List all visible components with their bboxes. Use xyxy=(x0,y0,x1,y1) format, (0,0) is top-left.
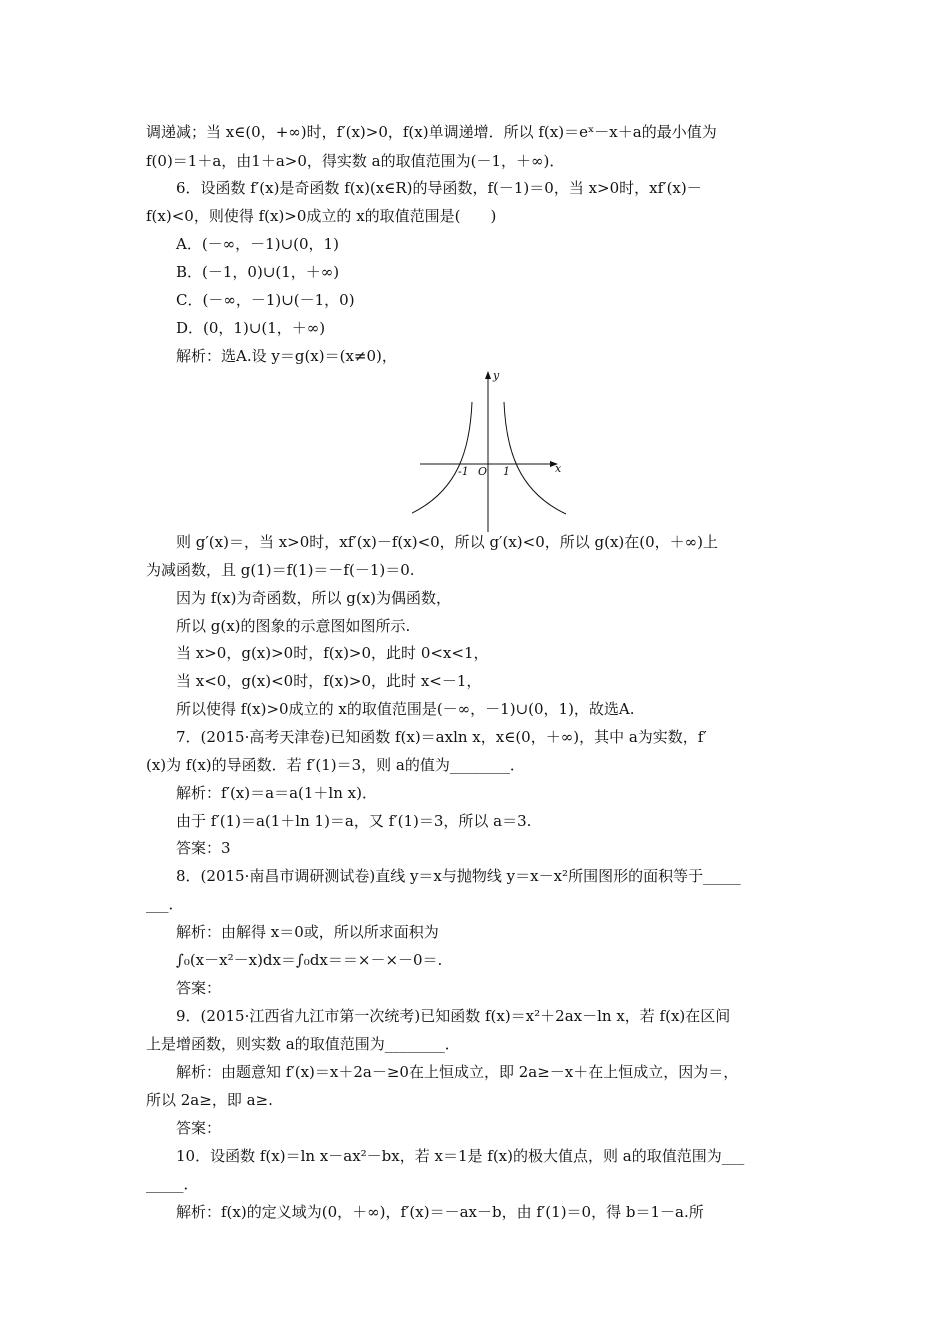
text-line: 解析：由解得 x＝0或，所以所求面积为 xyxy=(176,923,439,941)
text-line: 为减函数，且 g(1)＝f(1)＝－f(－1)＝0. xyxy=(146,561,415,579)
text-line: 解析：选A.设 y＝g(x)＝(x≠0)， xyxy=(176,347,397,365)
text-line: 当 x<0，g(x)<0时，f(x)>0，此时 x<－1， xyxy=(176,672,482,690)
text-line: 10．设函数 f(x)＝ln x－ax²－bx，若 x＝1是 f(x)的极大值点，则 a的取值范围为___ xyxy=(176,1147,745,1165)
text-line: 由于 f′(1)＝a(1＋ln 1)＝a，又 f′(1)＝3，所以 a＝3. xyxy=(176,812,532,830)
text-line: 调递减；当 x∈(0，+∞)时，f′(x)>0，f(x)单调递增．所以 f(x)＝eˣ－x＋a的最小值为 xyxy=(146,123,717,141)
text-line: ∫₀(x－x²－x)dx＝∫₀dx＝＝×－×－0＝. xyxy=(176,951,443,969)
text-line: _____． xyxy=(146,1175,199,1193)
text-line: f(x)<0，则使得 f(x)>0成立的 x的取值范围是( ) xyxy=(146,207,497,225)
text-line: B．(－1，0)∪(1，＋∞) xyxy=(176,263,340,281)
text-line: 所以 g(x)的图象的示意图如图所示. xyxy=(176,617,411,635)
text-line: A．(－∞，－1)∪(0，1) xyxy=(176,235,339,253)
tick-label-neg-one: -1 xyxy=(458,465,469,478)
text-line: C．(－∞，－1)∪(－1，0) xyxy=(176,291,355,309)
text-line: 6．设函数 f′(x)是奇函数 f(x)(x∈R)的导函数，f(－1)＝0，当 x>0时，xf′(x)－ xyxy=(176,179,702,197)
curve-right xyxy=(504,402,566,514)
origin-label: O xyxy=(478,465,488,478)
text-line: 则 g′(x)＝，当 x>0时，xf′(x)－f(x)<0，所以 g′(x)<0，所以 g(x)在(0，＋∞)上 xyxy=(176,533,719,551)
text-line: ___． xyxy=(146,895,184,913)
curve-left xyxy=(412,402,472,514)
text-line: 解析：f(x)的定义域为(0，＋∞)，f′(x)＝－ax－b，由 f′(1)＝0，得 b＝1－a.所 xyxy=(176,1203,704,1221)
text-line: 9．(2015·江西省九江市第一次统考)已知函数 f(x)＝x²＋2ax－ln x，若 f(x)在区间 xyxy=(176,1007,731,1025)
text-line: D．(0，1)∪(1，＋∞) xyxy=(176,319,326,337)
text-line: 当 x>0，g(x)>0时，f(x)>0，此时 0<x<1， xyxy=(176,644,489,662)
tick-label-one: 1 xyxy=(503,465,510,478)
text-line: 所以 2a≥，即 a≥. xyxy=(146,1091,273,1109)
graph-figure xyxy=(412,366,572,536)
text-line: 答案： xyxy=(176,979,222,997)
text-line: 解析：f′(x)＝a＝a(1＋ln x)． xyxy=(176,784,377,802)
text-line: 答案：3 xyxy=(176,839,231,857)
text-line: (x)为 f(x)的导函数．若 f′(1)＝3，则 a的值为________． xyxy=(146,756,525,774)
text-line: 答案： xyxy=(176,1119,222,1137)
text-line: f(0)＝1＋a，由1＋a>0，得实数 a的取值范围为(－1，＋∞)． xyxy=(146,152,565,170)
text-line: 8．(2015·南昌市调研测试卷)直线 y＝x与抛物线 y＝x－x²所围图形的面积等于_____ xyxy=(176,867,741,885)
text-line: 解析：由题意知 f′(x)＝x＋2a－≥0在上恒成立，即 2a≥－x＋在上恒成立，因为＝， xyxy=(176,1063,739,1081)
text-line: 所以使得 f(x)>0成立的 x的取值范围是(－∞，－1)∪(0，1)，故选A. xyxy=(176,700,635,718)
text-line: 上是增函数，则实数 a的取值范围为________． xyxy=(146,1035,460,1053)
y-axis-arrow-icon xyxy=(485,371,491,379)
text-line: 因为 f(x)为奇函数，所以 g(x)为偶函数， xyxy=(176,589,452,607)
x-axis-label: x xyxy=(555,462,562,475)
y-axis-label: y xyxy=(493,369,500,382)
text-line: 7．(2015·高考天津卷)已知函数 f(x)＝axln x，x∈(0，＋∞)，其中 a为实数，f′ xyxy=(176,728,707,746)
